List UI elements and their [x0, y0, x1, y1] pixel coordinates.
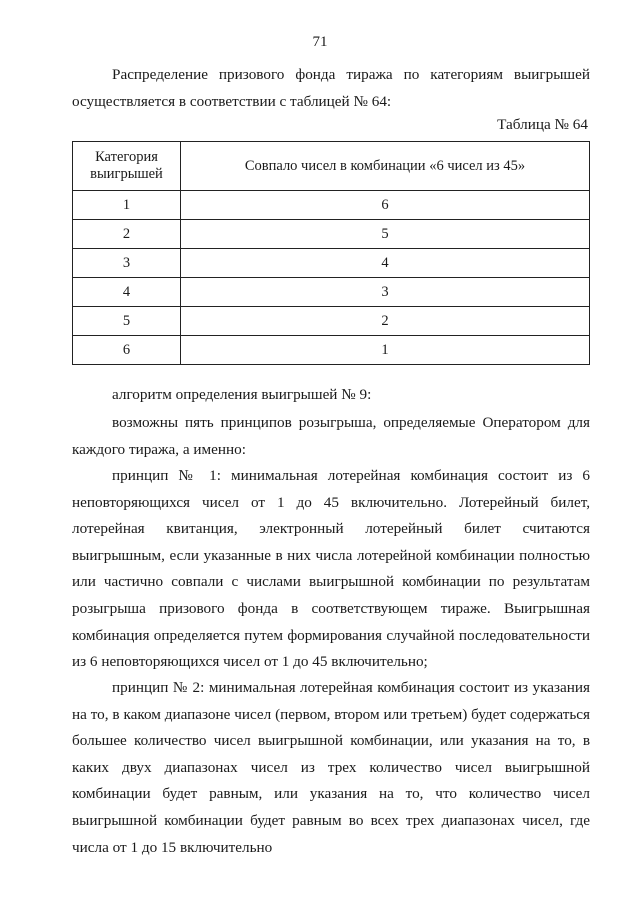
table-row [73, 249, 590, 278]
table-caption: Таблица № 64 [497, 116, 588, 133]
cell-matches: 2 [181, 307, 590, 336]
header-category: Категория выигрышей [73, 142, 181, 191]
cell-category: 2 [73, 220, 181, 249]
table-row [73, 336, 590, 365]
cell-matches: 4 [181, 249, 590, 278]
header-matches: Совпало чисел в комбинации «6 чисел из 45» [181, 142, 590, 191]
cell-matches: 6 [181, 191, 590, 220]
principle-1-paragraph: принцип № 1: минимальная лотерейная комбинация состоит из 6 неповторяющихся чисел от 1 до 45 включительно. Лотерейный билет, лотерейная квитанция, электронный лотерейный билет считаются выигрышным, если указанные в них числа лотерейной комбинации полностью или частично совпали с числами выигрышной комбинации по результатам розыгрыша призового фонда в соответствующем тираже. Выигрышная комбинация определяется путем формирования случайной последовательности из 6 неповторяющихся чисел от 1 до 45 включительно; [72, 467, 590, 671]
algorithm-heading: алгоритм определения выигрышей № 9: [112, 386, 372, 403]
cell-matches: 5 [181, 220, 590, 249]
table-row [73, 191, 590, 220]
cell-category: 3 [73, 249, 181, 278]
cell-category: 5 [73, 307, 181, 336]
cell-matches: 3 [181, 278, 590, 307]
cell-matches: 1 [181, 336, 590, 365]
principles-intro-paragraph: возможны пять принципов розыгрыша, определяемые Оператором для каждого тиража, а именно: [72, 414, 590, 458]
page-number: 71 [312, 34, 328, 50]
table-header-row [73, 142, 590, 191]
principle-2-paragraph: принцип № 2: минимальная лотерейная комбинация состоит из указания на то, в каком диапазоне чисел (первом, втором или третьем) будет содержаться большее количество чисел выигрышной комбинации, или указания на то, в каких двух диапазонах чисел из трех количество чисел выигрышной комбинации будет равным, или указания на то, что количество чисел выигрышной комбинации будет равным во всех трех диапазонах чисел, где числа от 1 до 15 включительно [72, 679, 590, 856]
intro-paragraph: Распределение призового фонда тиража по категориям выигрышей осуществляется в соответствии с таблицей № 64: [72, 66, 590, 110]
table-row [73, 278, 590, 307]
table-row [73, 307, 590, 336]
prize-category-table [72, 141, 590, 365]
cell-category: 1 [73, 191, 181, 220]
table-row [73, 220, 590, 249]
cell-category: 4 [73, 278, 181, 307]
cell-category: 6 [73, 336, 181, 365]
